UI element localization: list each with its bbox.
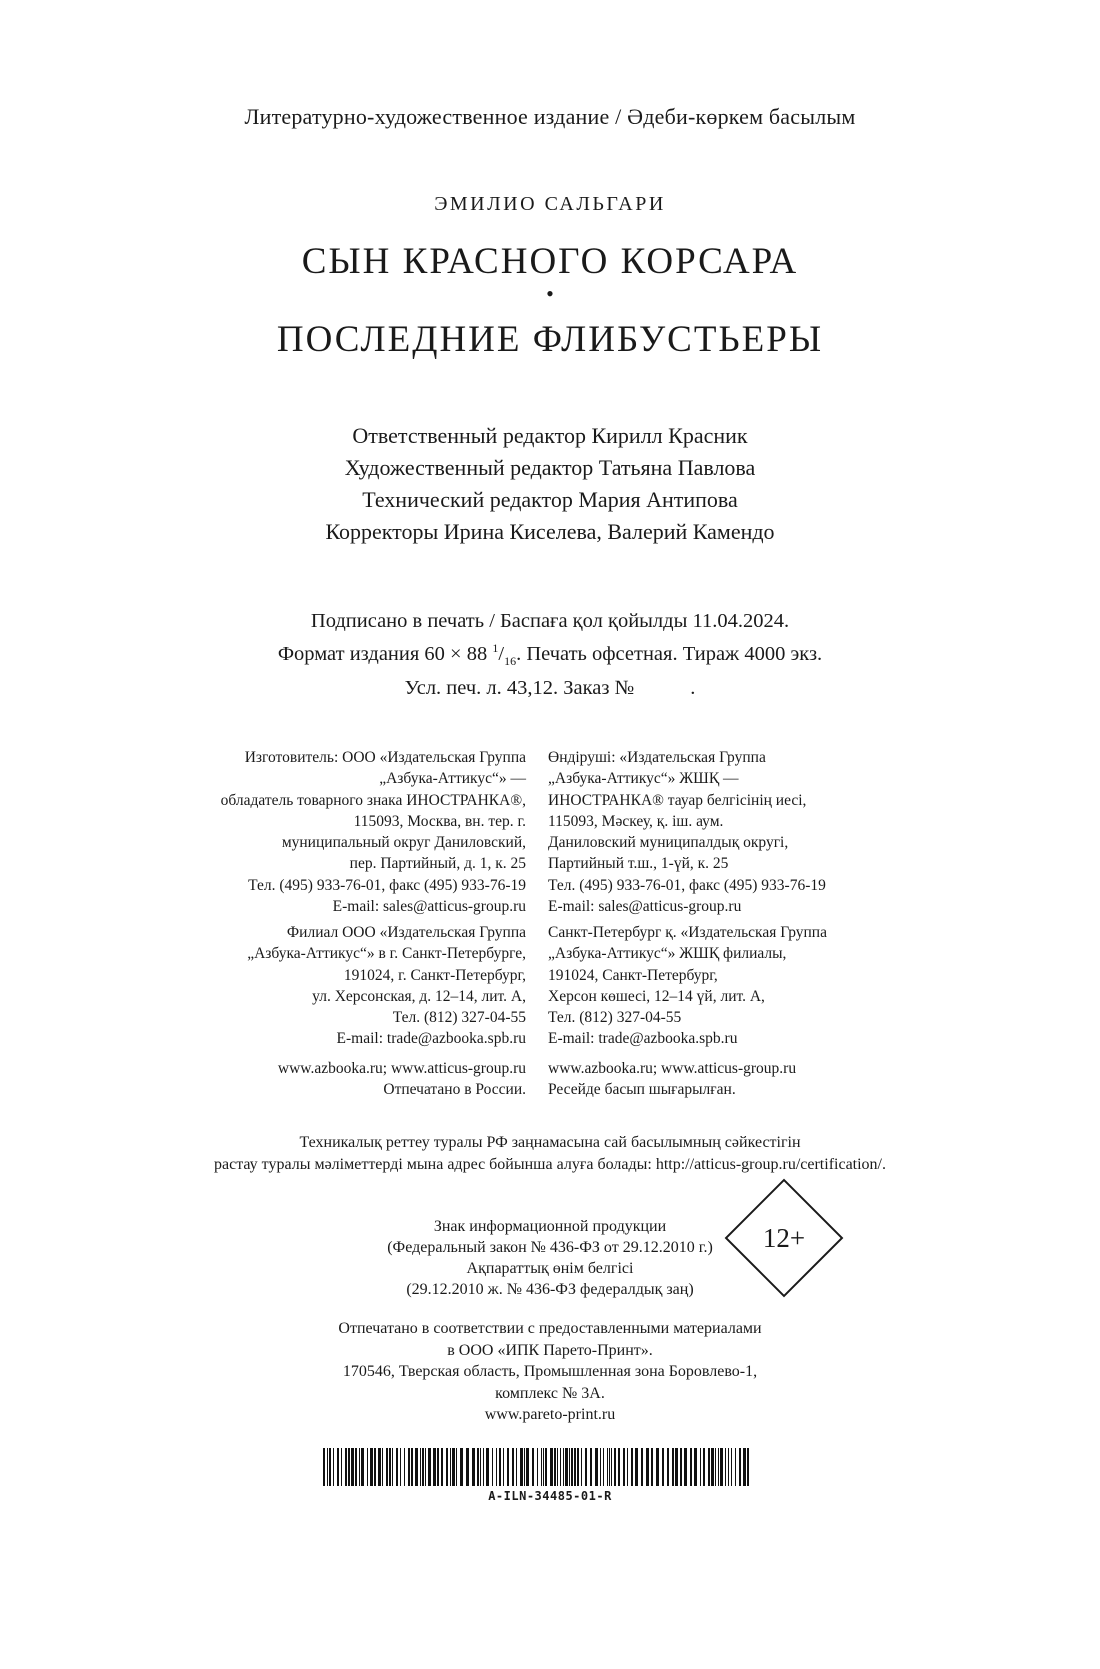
barcode-bar (446, 1448, 448, 1486)
branch-kz-line: 191024, Санкт-Петербург, (548, 966, 718, 984)
format-line (0, 635, 1100, 675)
barcode-bar (618, 1448, 620, 1486)
branch-ru-line: Филиал ООО «Издательская Группа (286, 924, 526, 941)
barcode-bar (641, 1448, 643, 1486)
barcode-bar (404, 1448, 405, 1486)
barcode-bar (703, 1448, 705, 1486)
barcode-bar (560, 1448, 561, 1486)
web-ru-line: www.azbooka.ru; www.atticus-group.ru (277, 1060, 526, 1077)
format-text-rest: . Печать офсетная. Тираж 4000 экз. (516, 642, 823, 665)
barcode-bar (341, 1448, 342, 1486)
barcode-bar (396, 1448, 398, 1486)
barcode-bar (389, 1448, 391, 1486)
barcode-bar (337, 1448, 339, 1486)
printer-line: Отпечатано в соответствии с предоставленными материалами (338, 1320, 762, 1337)
tech-regulation-line: Техникалық реттеу туралы РФ заңнамасына сай басылымның сәйкестігін (299, 1134, 801, 1151)
barcode-bar (370, 1448, 373, 1486)
barcode-bar (415, 1448, 418, 1486)
manufacturer-kz-line: E-mail: sales@atticus-group.ru (548, 898, 742, 916)
web-kz (548, 1058, 968, 1101)
barcode-bar (541, 1448, 542, 1486)
barcode-bar (607, 1448, 608, 1486)
barcode-bar (428, 1448, 431, 1486)
barcode-bar (662, 1448, 664, 1486)
order-line (0, 675, 1100, 702)
manufacturer-ru-line: муниципальный округ Даниловский, (281, 834, 526, 852)
barcode-bar (694, 1448, 697, 1486)
barcode-bar (450, 1448, 451, 1486)
barcode-bar (367, 1448, 368, 1486)
barcode-bar (323, 1448, 325, 1486)
barcode-bar (720, 1448, 723, 1486)
barcode-bar (411, 1448, 413, 1486)
info-sign-line: Ақпараттық өнім белгісі (466, 1260, 634, 1277)
barcode-bar (345, 1448, 347, 1486)
barcode-bar (472, 1448, 475, 1486)
print-info (0, 608, 1100, 702)
barcode-bar (603, 1448, 604, 1486)
barcode-bar (355, 1448, 357, 1486)
barcode-bar (627, 1448, 628, 1486)
info-sign-line: (29.12.2010 ж. № 436-ФЗ федералдық заң) (406, 1281, 694, 1298)
branch-kz-line: Санкт-Петербург қ. «Издательская Группа (548, 924, 827, 941)
barcode-bar (333, 1448, 334, 1486)
barcode-bar (718, 1448, 719, 1486)
barcode-bar (554, 1448, 556, 1486)
tech-regulation (0, 1132, 1100, 1175)
barcode-bar (563, 1448, 564, 1486)
barcode-bar (690, 1448, 692, 1486)
manufacturer-ru-line: Изготовитель: ООО «Издательская Группа (244, 749, 526, 766)
printer-line: 170546, Тверская область, Промышленная зона Боровлево-1, (342, 1363, 758, 1381)
barcode (323, 1448, 749, 1486)
barcode-bar (569, 1448, 570, 1486)
info-product-sign (330, 1216, 770, 1300)
web-ru-line: Отпечатано в России. (383, 1081, 526, 1099)
web-kz-line: www.azbooka.ru; www.atticus-group.ru (548, 1060, 797, 1077)
barcode-bar (483, 1448, 484, 1486)
manufacturer-ru-line: обладатель товарного знака ИНОСТРАНКА®, (220, 791, 526, 809)
barcode-bar (545, 1448, 547, 1486)
branch-ru-line: Тел. (812) 327-04-55 (392, 1009, 526, 1027)
barcode-bar (466, 1448, 469, 1486)
barcode-bar (329, 1448, 331, 1486)
barcode-bar (374, 1448, 376, 1486)
manufacturer-ru-line: 115093, Москва, вн. тер. г. (353, 812, 526, 830)
branch-ru-line: ул. Херсонская, д. 12–14, лит. А, (312, 987, 526, 1005)
credit-line: Технический редактор Мария Антипова (362, 487, 738, 512)
barcode-bar (452, 1448, 455, 1486)
barcode-bar (656, 1448, 659, 1486)
manufacturer-ru-line: E-mail: sales@atticus-group.ru (332, 898, 526, 916)
order-text: Усл. печ. л. 43,12. Заказ № (404, 676, 635, 699)
barcode-bar (585, 1448, 587, 1486)
format-text: Формат издания 60 × 88 (277, 642, 493, 665)
manufacturer-ru-line: Тел. (495) 933-76-01, факс (495) 933-76-19 (248, 876, 526, 894)
barcode-bar (477, 1448, 479, 1486)
barcode-bar (524, 1448, 525, 1486)
barcode-bar (400, 1448, 401, 1486)
barcode-bar (595, 1448, 598, 1486)
tech-regulation-line: растау туралы мәліметтерді мына адрес бойынша алуға болады: http://atticus-group.ru/certification/. (214, 1155, 886, 1173)
printer-info (0, 1318, 1100, 1426)
book-title-2: ПОСЛЕДНИЕ ФЛИБУСТЬЕРЫ (276, 319, 824, 360)
barcode-bar (526, 1448, 529, 1486)
barcode-bar (600, 1448, 601, 1486)
barcode-bar (456, 1448, 457, 1486)
barcode-bar (378, 1448, 381, 1486)
barcode-bar (408, 1448, 410, 1486)
manufacturer-kz-line: Өндіруші: «Издательская Группа (548, 749, 766, 766)
barcode-bar (651, 1448, 653, 1486)
manufacturer-kz (548, 747, 968, 917)
barcode-bar (460, 1448, 463, 1486)
manufacturer-ru-line: „Азбука-Аттикус“» — (379, 770, 526, 788)
barcode-bar (392, 1448, 393, 1486)
barcode-bar (731, 1448, 732, 1486)
barcode-bar (520, 1448, 523, 1486)
barcode-bar (623, 1448, 625, 1486)
barcode-bar (507, 1448, 509, 1486)
barcode-bar (672, 1448, 674, 1486)
barcode-bar (711, 1448, 714, 1486)
barcode-bar (667, 1448, 669, 1486)
book-title-1: СЫН КРАСНОГО КОРСАРА (301, 241, 799, 282)
barcode-bar (351, 1448, 354, 1486)
barcode-bar (680, 1448, 682, 1486)
printer-line: www.pareto-print.ru (484, 1406, 616, 1424)
barcode-bar (543, 1448, 544, 1486)
age-rating-label: 12+ (762, 1222, 806, 1253)
printer-line: комплекс № 3А. (495, 1384, 605, 1402)
printer-line: в ООО «ИПК Парето-Принт». (447, 1341, 653, 1359)
barcode-bar (614, 1448, 616, 1486)
barcode-bar (386, 1448, 388, 1486)
barcode-bar (747, 1448, 749, 1486)
info-sign-line: (Федеральный закон № 436-ФЗ от 29.12.2010 г.) (387, 1239, 713, 1256)
branch-kz-line: Херсон көшесі, 12–14 үй, лит. А, (548, 987, 765, 1005)
barcode-bar (492, 1448, 493, 1486)
barcode-bar (684, 1448, 687, 1486)
barcode-bar (361, 1448, 364, 1486)
barcode-bar (532, 1448, 534, 1486)
barcode-bar (437, 1448, 439, 1486)
barcode-bar (635, 1448, 638, 1486)
barcode-bar (516, 1448, 517, 1486)
barcode-bar (728, 1448, 729, 1486)
barcode-bar (631, 1448, 633, 1486)
barcode-bar (739, 1448, 741, 1486)
barcode-bar (486, 1448, 489, 1486)
barcode-bar (537, 1448, 538, 1486)
editorial-credits (0, 420, 1100, 548)
barcode-bar (422, 1448, 424, 1486)
branch-kz-line: E-mail: trade@azbooka.spb.ru (548, 1030, 738, 1048)
credit-line: Корректоры Ирина Киселева, Валерий Камендо (325, 519, 775, 544)
fraction-denominator: 16 (504, 653, 517, 668)
branch-ru-line: 191024, г. Санкт-Петербург, (343, 966, 526, 984)
branch-ru-line: E-mail: trade@azbooka.spb.ru (336, 1030, 526, 1048)
branch-kz (548, 922, 968, 1050)
barcode-bar (725, 1448, 726, 1486)
barcode-bar (480, 1448, 481, 1486)
fraction-slash: / (498, 642, 505, 665)
barcode-bar (715, 1448, 716, 1486)
barcode-bar (550, 1448, 553, 1486)
barcode-bar (743, 1448, 746, 1486)
barcode-bar (557, 1448, 558, 1486)
order-end: . (690, 676, 696, 699)
barcode-bar (571, 1448, 573, 1486)
info-sign-line: Знак информационной продукции (433, 1218, 667, 1235)
barcode-number: A-ILN-34485-01-R (488, 1489, 612, 1503)
barcode-bar (512, 1448, 514, 1486)
branch-ru-line: „Азбука-Аттикус“» в г. Санкт-Петербурге, (247, 945, 526, 963)
manufacturer-kz-line: 115093, Мәскеу, қ. іш. аум. (548, 812, 724, 830)
manufacturer-kz-line: Партийный т.ш., 1-үй, к. 25 (548, 855, 729, 873)
manufacturer-kz-line: Даниловский муниципалдық округі, (548, 834, 789, 852)
barcode-bar (609, 1448, 610, 1486)
web-ru (120, 1058, 526, 1101)
branch-kz-line: „Азбука-Аттикус“» ЖШҚ филиалы, (548, 945, 787, 963)
barcode-bar (700, 1448, 701, 1486)
barcode-bar (581, 1448, 582, 1486)
barcode-bar (441, 1448, 443, 1486)
branch-kz-line: Тел. (812) 327-04-55 (548, 1009, 682, 1027)
barcode-bar (675, 1448, 678, 1486)
barcode-bar (503, 1448, 504, 1486)
barcode-bar (577, 1448, 579, 1486)
manufacturer-kz-line: Тел. (495) 933-76-01, факс (495) 933-76-19 (548, 876, 826, 894)
barcode-bar (425, 1448, 426, 1486)
barcode-bar (496, 1448, 497, 1486)
barcode-bar (359, 1448, 360, 1486)
barcode-bar (499, 1448, 501, 1486)
author-name: ЭМИЛИО САЛЬГАРИ (434, 193, 666, 215)
barcode-bar (565, 1448, 568, 1486)
fraction-numerator: 1 (492, 641, 499, 655)
barcode-bar (420, 1448, 421, 1486)
print-date-line: Подписано в печать / Баспаға қол қойылды 11.04.2024. (310, 610, 790, 632)
credit-line: Художественный редактор Татьяна Павлова (344, 455, 756, 480)
barcode-bar (646, 1448, 649, 1486)
web-kz-line: Ресейде басып шығарылған. (548, 1081, 736, 1099)
branch-ru (120, 922, 526, 1050)
barcode-bar (382, 1448, 383, 1486)
manufacturer-ru-line: пер. Партийный, д. 1, к. 25 (349, 855, 526, 873)
barcode-bar (735, 1448, 736, 1486)
credit-line: Ответственный редактор Кирилл Красник (352, 423, 748, 448)
manufacturer-ru (120, 747, 526, 917)
edition-type: Литературно-художественное издание / Әдеби-көркем басылым (244, 104, 856, 129)
title-separator: • (546, 281, 554, 306)
barcode-bar (327, 1448, 328, 1486)
barcode-bar (574, 1448, 576, 1486)
barcode-bar (348, 1448, 350, 1486)
barcode-bar (590, 1448, 592, 1486)
manufacturer-kz-line: ИНОСТРАНКА® тауар белгісінің иесі, (548, 791, 807, 809)
barcode-bar (433, 1448, 436, 1486)
manufacturer-kz-line: „Азбука-Аттикус“» ЖШҚ — (548, 770, 739, 788)
barcode-bar (708, 1448, 710, 1486)
barcode-bar (611, 1448, 612, 1486)
